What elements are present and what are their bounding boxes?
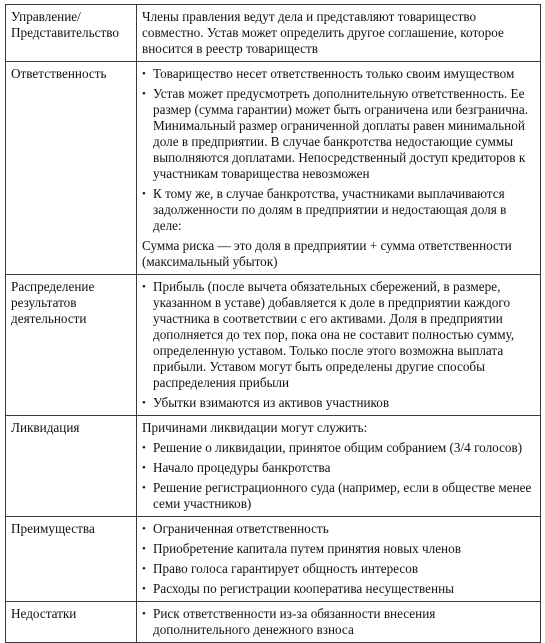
bullet-list [142,606,535,638]
list-item-text: Устав может предусмотреть дополнительную ответственность. Ее размер (сумма гарантии) может быть ограничена или безгранична. Минимальный размер ограниченной доплаты равен минимальной доле в предприятии. В случае банкротства недостающие суммы выполняются доплатами. Непосредственный доступ кредиторов к участникам товарищества невозможен [153,86,529,181]
comparison-table [5,4,541,643]
row-label-cell [6,275,137,416]
row-label: Ликвидация [11,420,80,435]
list-item-text: К тому же, в случае банкротства, участниками выплачиваются задолженности по долям в предприятии и недостающая доля в деле: [153,186,507,233]
bullet-icon: • [142,68,146,80]
list-item-text: Ограниченная ответственность [153,521,329,536]
row-label-cell [6,602,137,643]
list-item [142,581,535,597]
row-content-cell [137,416,541,517]
bullet-list [142,66,535,234]
list-item [142,86,535,182]
row-content-cell [137,602,541,643]
bullet-icon: • [142,397,146,409]
list-item-text: Право голоса гарантирует общность интересов [153,561,419,576]
list-item-text: Решение регистрационного суда (например, если в обществе менее семи участников) [153,480,532,511]
table-row-management [6,5,541,62]
list-item [142,521,535,537]
list-item [142,561,535,577]
table-row-disadvantages [6,602,541,643]
list-item-text: Товарищество несет ответственность только своим имуществом [153,66,515,81]
row-content-cell [137,62,541,275]
row-label: Управление/ Представительство [11,9,119,40]
list-item [142,606,535,638]
row-paragraph: Причинами ликвидации могут служить: [142,420,368,435]
bullet-icon: • [142,583,146,595]
bullet-icon: • [142,608,146,620]
table-body [6,5,541,643]
list-item [142,541,535,557]
row-label-cell [6,416,137,517]
list-item-text: Убытки взимаются из активов участников [153,395,390,410]
bullet-icon: • [142,281,146,293]
row-label: Распределение результатов деятельности [11,279,95,326]
bullet-list [142,279,535,411]
list-item [142,279,535,391]
list-item-text: Прибыль (после вычета обязательных сбережений, в размере, указанном в уставе) добавляется к доле в предприятии каждого участника в соответствии с его активами. Доля в предприятии дополняется до тех пор, пока она не составит полностью сумму, определенную уставом. Только после этого возможна выплата прибыли. Уставом могут быть определены другие способы распределения прибыли [153,279,515,390]
list-item-text: Начало процедуры банкротства [153,460,331,475]
list-item [142,186,535,234]
bullet-list [142,440,535,512]
table-row-profit-distribution [6,275,541,416]
row-label: Преимущества [11,521,95,536]
row-content-cell [137,275,541,416]
bullet-icon: • [142,462,146,474]
list-item-text: Решение о ликвидации, принятое общим собранием (3/4 голосов) [153,440,523,455]
row-content-cell [137,5,541,62]
list-item [142,480,535,512]
bullet-list [142,521,535,597]
row-paragraph: Сумма риска — это доля в предприятии + сумма ответственности (максимальный убыток) [142,238,512,269]
list-item [142,395,535,411]
table-row-liquidation [6,416,541,517]
row-paragraph: Члены правления ведут дела и представляют товарищество совместно. Устав может определить другое соглашение, которое вносится в реестр товариществ [142,9,504,56]
table-row-advantages [6,517,541,602]
bullet-icon: • [142,188,146,200]
bullet-icon: • [142,543,146,555]
row-label-cell [6,5,137,62]
row-label-cell [6,517,137,602]
bullet-icon: • [142,482,146,494]
bullet-icon: • [142,523,146,535]
bullet-icon: • [142,442,146,454]
list-item-text: Риск ответственности из-за обязанности внесения дополнительного денежного взноса [153,606,436,637]
list-item [142,66,535,82]
table-row-liability [6,62,541,275]
row-content-cell [137,517,541,602]
bullet-icon: • [142,563,146,575]
row-label: Ответственность [11,66,107,81]
list-item [142,460,535,476]
list-item-text: Приобретение капитала путем принятия новых членов [153,541,461,556]
row-label: Недостатки [11,606,77,621]
list-item-text: Расходы по регистрации кооператива несущественны [153,581,454,596]
row-label-cell [6,62,137,275]
bullet-icon: • [142,88,146,100]
list-item [142,440,535,456]
